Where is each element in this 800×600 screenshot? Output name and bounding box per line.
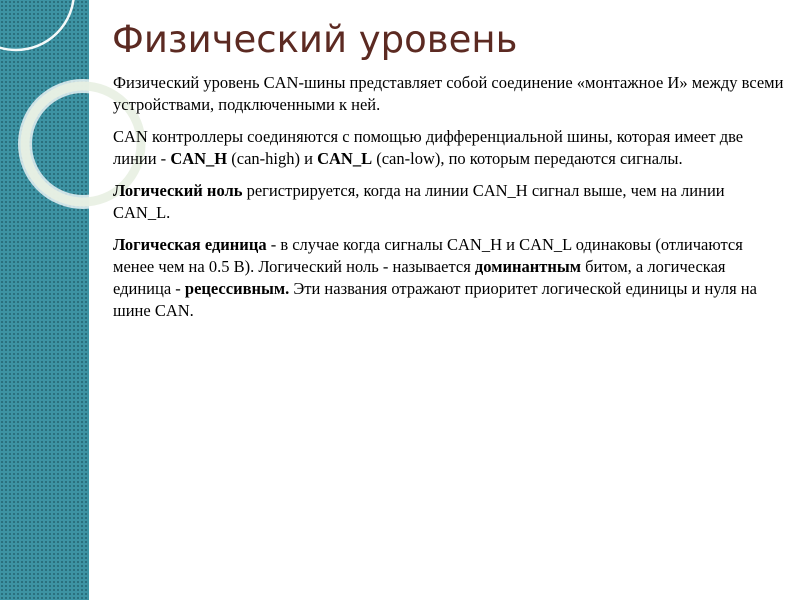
can-h-term: CAN_H [170, 149, 228, 168]
recessive-term: рецессивным. [184, 279, 290, 298]
paragraph-4 [113, 234, 785, 322]
paragraph-2-part3: (can-low), по которым передаются сигналы. [372, 149, 683, 168]
can-l-term: CAN_L [317, 149, 373, 168]
side-band [0, 0, 89, 600]
paragraph-2 [113, 126, 785, 170]
paragraph-1-text: Физический уровень CAN-шины представляет собой соединение «монтажное И» между всеми устройствами, подключенными к ней. [113, 73, 784, 114]
logical-zero-term: Логический ноль [113, 181, 243, 200]
slide-title: Физический уровень [112, 18, 518, 61]
paragraph-4-part2: битом, а логическая единица - [113, 257, 726, 298]
paragraph-4-part3: Эти названия отражают приоритет логической единицы и нуля на шине CAN. [113, 279, 757, 320]
paragraph-2-part1: CAN контроллеры соединяются с помощью дифференциальной шины, которая имеет две линии - [113, 127, 744, 168]
paragraph-3-rest: регистрируется, когда на линии CAN_H сигнал выше, чем на линии CAN_L. [113, 181, 725, 222]
logical-one-term: Логическая единица [113, 235, 267, 254]
paragraph-3 [113, 180, 785, 224]
dominant-term: доминантным [474, 257, 581, 276]
paragraph-1 [113, 72, 785, 116]
paragraph-2-part2: (can-high) и [227, 149, 318, 168]
slide-body [113, 72, 785, 332]
paragraph-4-part1: - в случае когда сигналы CAN_H и CAN_L одинаковы (отличаются менее чем на 0.5 В). Логический ноль - называется [113, 235, 743, 276]
